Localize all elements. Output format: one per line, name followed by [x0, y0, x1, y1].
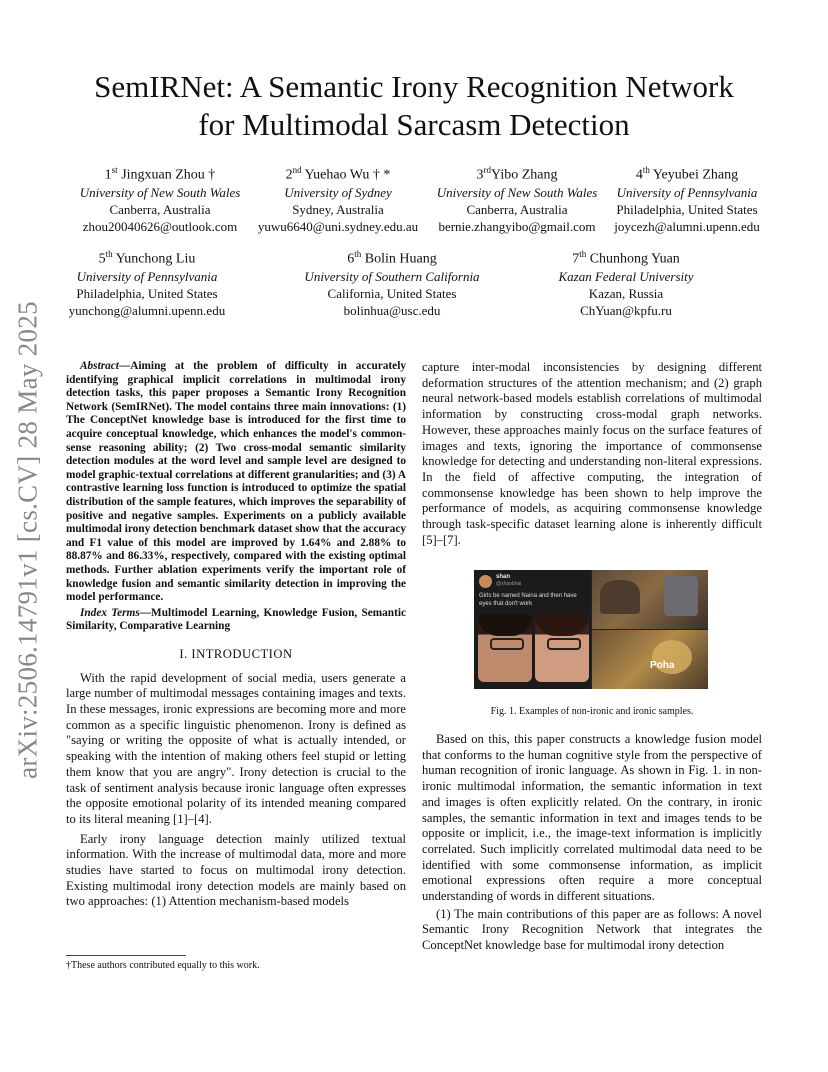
author-email[interactable]: ChYuan@kpfu.ru — [580, 302, 672, 318]
author-location: Philadelphia, United States — [616, 201, 758, 217]
meme-panel-bottom — [592, 630, 708, 689]
author-name: Jingxuan Zhou † — [121, 167, 216, 183]
abstract-text: —Aiming at the problem of difficulty in accurately identifying graphical implicit correlations in multimodal irony detection tasks, this paper proposes a Semantic Irony Recognition Network (SemIRNet). The model contains three main innovations: (1) The ConceptNet knowledge base is introduced for the first time to acquire conceptual knowledge, which enhances the model's common-sense reasoning ability; (2) Two cross-modal semantic similarity detection modules at the word level and sample level are designed to model graphic-textual correlations at different granularities; and (3) A contrastive learning loss function is introduced to optimize the spatial distribution of the sample features, which improves the separability of positive and negative samples. Experiments on a publicly available multimodal irony detection benchmark dataset show that the accuracy and F1 value of this model are improved by 1.64% and 2.88% to 88.87% and 86.33%, respectively, compared with the existing optimal methods. Further ablation experiments verify the important role of knowledge fusion and semantic similarity detection in improving the model performance. — [66, 360, 406, 604]
author-email[interactable]: zhou20040626@outlook.com — [82, 218, 238, 234]
author-affiliation: University of New South Wales — [436, 184, 598, 200]
right-column — [422, 360, 762, 548]
paragraph: Early irony language detection mainly utilized textual information. With the increase of multimodal data, more and more studies have started to focus on multimodal irony detection. Existing multimodal irony detection models are mainly based on two approaches: (1) Attention mechanism-based models — [66, 831, 406, 909]
author-block: 4th Yeyubei Zhang University of Pennsylvania Philadelphia, United States joycezh@alumni.upenn.edu — [614, 165, 760, 234]
author-affiliation: University of Southern California — [304, 268, 480, 284]
figure-caption: Fig. 1. Examples of non-ironic and ironic samples. — [490, 706, 694, 717]
tweet-user: shan — [496, 574, 511, 580]
tweet-handle: @shanbhai — [496, 581, 522, 587]
author-location: Kazan, Russia — [588, 285, 664, 301]
paragraph: With the rapid development of social media, users generate a large number of multimodal messages containing images and texts. In these messages, ironic expressions are becoming more and more common as a specific linguistic phenomenon. Irony is defined as "saying or writing the opposite of what is actually intended, or speaking with the intention of making others feel stupid or letting them know that you are angry". Irony detection is crucial to the task of sentiment analysis because ironic language often expresses the opposite emotional polarity of its intended meaning compared to its literal meaning [1]–[4]. — [66, 670, 406, 826]
author-location: Sydney, Australia — [292, 201, 384, 217]
figure-1 — [474, 570, 708, 689]
author-name: Yuehao Wu † * — [304, 167, 391, 183]
index-terms — [66, 607, 406, 634]
author-affiliation: University of New South Wales — [79, 184, 241, 200]
author-affiliation: Kazan Federal University — [558, 268, 694, 284]
abstract-label: Abstract — [80, 360, 119, 372]
section-heading: I. INTRODUCTION — [179, 646, 293, 661]
meme-panel-top — [592, 570, 708, 629]
title-line-2: for Multimodal Sarcasm Detection — [198, 107, 630, 142]
author-location: California, United States — [327, 285, 457, 301]
index-terms-text: —Multimodel Learning, Knowledge Fusion, Semantic Similarity, Comparative Learning — [66, 606, 406, 633]
author-block: 1st Jingxuan Zhou † University of New South Wales Canberra, Australia zhou20040626@outlook.com — [79, 165, 241, 234]
arxiv-identifier[interactable]: arXiv:2506.14791v1 [cs.CV] 28 May 2025 — [12, 301, 43, 779]
author-affiliation: University of Pennsylvania — [76, 268, 218, 284]
left-column — [66, 360, 406, 910]
author-affiliation: University of Pennsylvania — [616, 184, 758, 200]
footnote: †These authors contributed equally to this work. — [66, 960, 260, 971]
abstract — [66, 360, 406, 605]
photo-left — [478, 614, 532, 682]
photo-right — [535, 614, 589, 682]
paper-title — [40, 68, 788, 144]
author-block: 6th Bolin Huang University of Southern California California, United States bolinhua@usc.edu — [304, 249, 480, 318]
paragraph: Based on this, this paper constructs a knowledge fusion model that conforms to the human cognitive style from the perspective of human recognition of ironic language. As shown in Fig. 1. in non-ironic multimodal information, the semantic information in text and images is often explicitly related. On the contrary, in ironic samples, the semantic information in text and images tends to be opposite or implicit, i.e., the image-text information is implicitly correlated. Such implicitly correlated multimodal data need to be identified with some commonsense information, as implicit emotional expressions often require a more conceptual understanding of words in different situations. — [422, 732, 762, 904]
author-name: Chunhong Yuan — [589, 251, 680, 267]
author-location: Philadelphia, United States — [76, 285, 218, 301]
right-column-lower — [422, 732, 762, 954]
meme-text: Poha — [650, 660, 675, 671]
author-name: Yunchong Liu — [115, 251, 196, 267]
tweet-text: Girls be named Naina and then have eyes that don't work — [479, 593, 577, 607]
author-block: 5th Yunchong Liu University of Pennsylvania Philadelphia, United States yunchong@alumni.upenn.edu — [68, 249, 226, 318]
author-email[interactable]: joycezh@alumni.upenn.edu — [614, 218, 760, 234]
arxiv-sidebar — [6, 290, 50, 790]
author-block: 3rdYibo Zhang University of New South Wales Canberra, Australia bernie.zhangyibo@gmail.com — [436, 165, 598, 234]
author-block: 7th Chunhong Yuan Kazan Federal University Kazan, Russia ChYuan@kpfu.ru — [558, 249, 694, 318]
author-email[interactable]: bolinhua@usc.edu — [343, 302, 441, 318]
author-email[interactable]: yunchong@alumni.upenn.edu — [68, 302, 226, 318]
author-block: 2nd Yuehao Wu † * University of Sydney Sydney, Australia yuwu6640@uni.sydney.edu.au — [257, 165, 419, 234]
author-location: Canberra, Australia — [466, 201, 568, 217]
index-terms-label: Index Terms — [80, 606, 140, 619]
author-name: Yeyubei Zhang — [652, 167, 739, 183]
footnote-rule — [66, 955, 186, 956]
author-affiliation: University of Sydney — [284, 184, 392, 200]
paragraph: capture inter-modal inconsistencies by designing different deformation structures of the attention mechanism; and (2) graph neural network-based models establish correlations of multimodal information by constructing cross-modal graph networks. However, these approaches mainly focus on the surface features of images and texts, ignoring the importance of commonsense knowledge for detecting and understanding non-literal expressions. In the field of affective computing, the integration of commonsense knowledge has been shown to help improve the performance of models, as acquiring commonsense knowledge through task-specific dataset learning alone is inherently difficult [5]–[7]. — [422, 360, 762, 547]
author-name: Bolin Huang — [364, 251, 437, 267]
paragraph: (1) The main contributions of this paper are as follows: A novel Semantic Irony Recognition Network that integrates the ConceptNet knowledge base for multimodal irony detection — [422, 906, 762, 953]
avatar — [479, 575, 492, 588]
title-line-1: SemIRNet: A Semantic Irony Recognition Network — [94, 69, 734, 104]
author-name: Yibo Zhang — [490, 167, 558, 183]
author-email[interactable]: bernie.zhangyibo@gmail.com — [438, 218, 596, 234]
non-ironic-sample — [474, 570, 591, 689]
author-email[interactable]: yuwu6640@uni.sydney.edu.au — [257, 218, 419, 234]
author-location: Canberra, Australia — [109, 201, 211, 217]
